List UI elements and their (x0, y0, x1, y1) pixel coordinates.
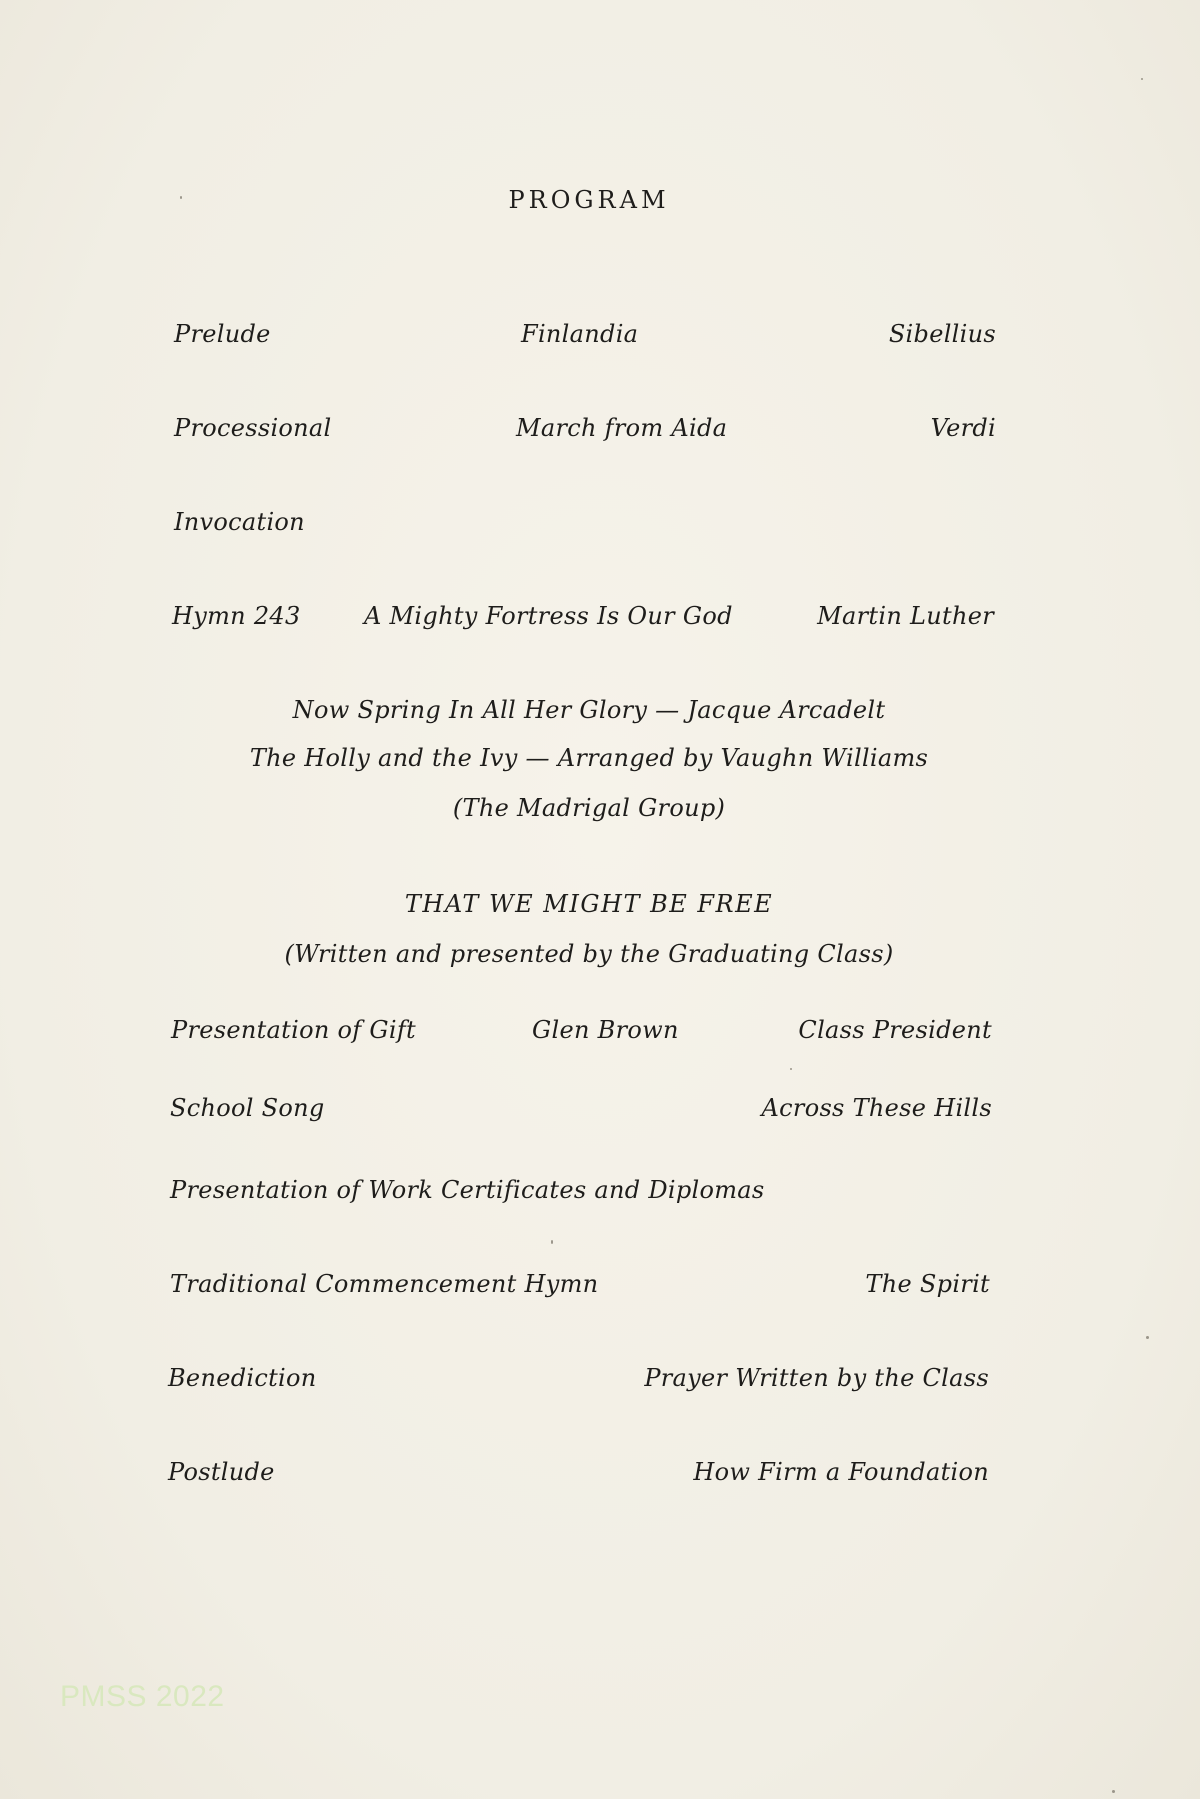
program-row (0, 414, 1200, 448)
program-composer: Martin Luther (817, 602, 994, 630)
program-item-label: Presentation of Work Certificates and Diplomas (170, 1176, 765, 1204)
program-row (0, 1176, 1200, 1210)
paper-speck (180, 196, 182, 199)
archive-watermark: PMSS 2022 (60, 1680, 225, 1713)
pageant-title: THAT WE MIGHT BE FREE (404, 890, 774, 918)
program-piece: Across These Hills (761, 1094, 992, 1122)
paper-speck (1112, 1790, 1115, 1793)
program-row (0, 1094, 1200, 1128)
program-row (0, 602, 1200, 636)
program-row (0, 1016, 1200, 1050)
program-piece: March from Aida (516, 414, 728, 442)
program-composer: Sibellius (888, 320, 996, 348)
program-item-label: Presentation of Gift (171, 1016, 416, 1044)
program-item-label: Traditional Commencement Hymn (170, 1270, 599, 1298)
program-row (0, 1364, 1200, 1398)
program-item-label: Benediction (168, 1364, 317, 1392)
program-item-label: Invocation (174, 508, 305, 536)
program-presenter: Glen Brown (532, 1016, 679, 1044)
program-item-label: Hymn 243 (172, 602, 301, 630)
madrigal-line-3: (The Madrigal Group) (452, 794, 726, 822)
paper-speck (1141, 78, 1143, 80)
program-piece: Finlandia (521, 320, 639, 348)
program-presenter-role: Class President (798, 1016, 992, 1044)
program-piece: The Spirit (865, 1270, 990, 1298)
program-item-label: School Song (170, 1094, 325, 1122)
program-row (0, 320, 1200, 354)
program-item-label: Processional (174, 414, 332, 442)
program-composer: Verdi (930, 414, 996, 442)
pageant-subtitle: (Written and presented by the Graduating Class) (284, 940, 894, 968)
paper-speck (1146, 1336, 1149, 1339)
program-piece: Prayer Written by the Class (644, 1364, 989, 1392)
program-piece: A Mighty Fortress Is Our God (364, 602, 733, 630)
paper-speck (551, 1240, 553, 1244)
madrigal-line-1: Now Spring In All Her Glory — Jacque Arcadelt (292, 696, 886, 724)
page-title: PROGRAM (508, 186, 670, 214)
program-row (0, 1458, 1200, 1492)
program-item-label: Postlude (168, 1458, 275, 1486)
program-row (0, 508, 1200, 542)
paper-speck (790, 1068, 792, 1070)
madrigal-line-2: The Holly and the Ivy — Arranged by Vaughn Williams (249, 744, 929, 772)
program-piece: How Firm a Foundation (693, 1458, 989, 1486)
program-item-label: Prelude (174, 320, 271, 348)
program-row (0, 1270, 1200, 1304)
